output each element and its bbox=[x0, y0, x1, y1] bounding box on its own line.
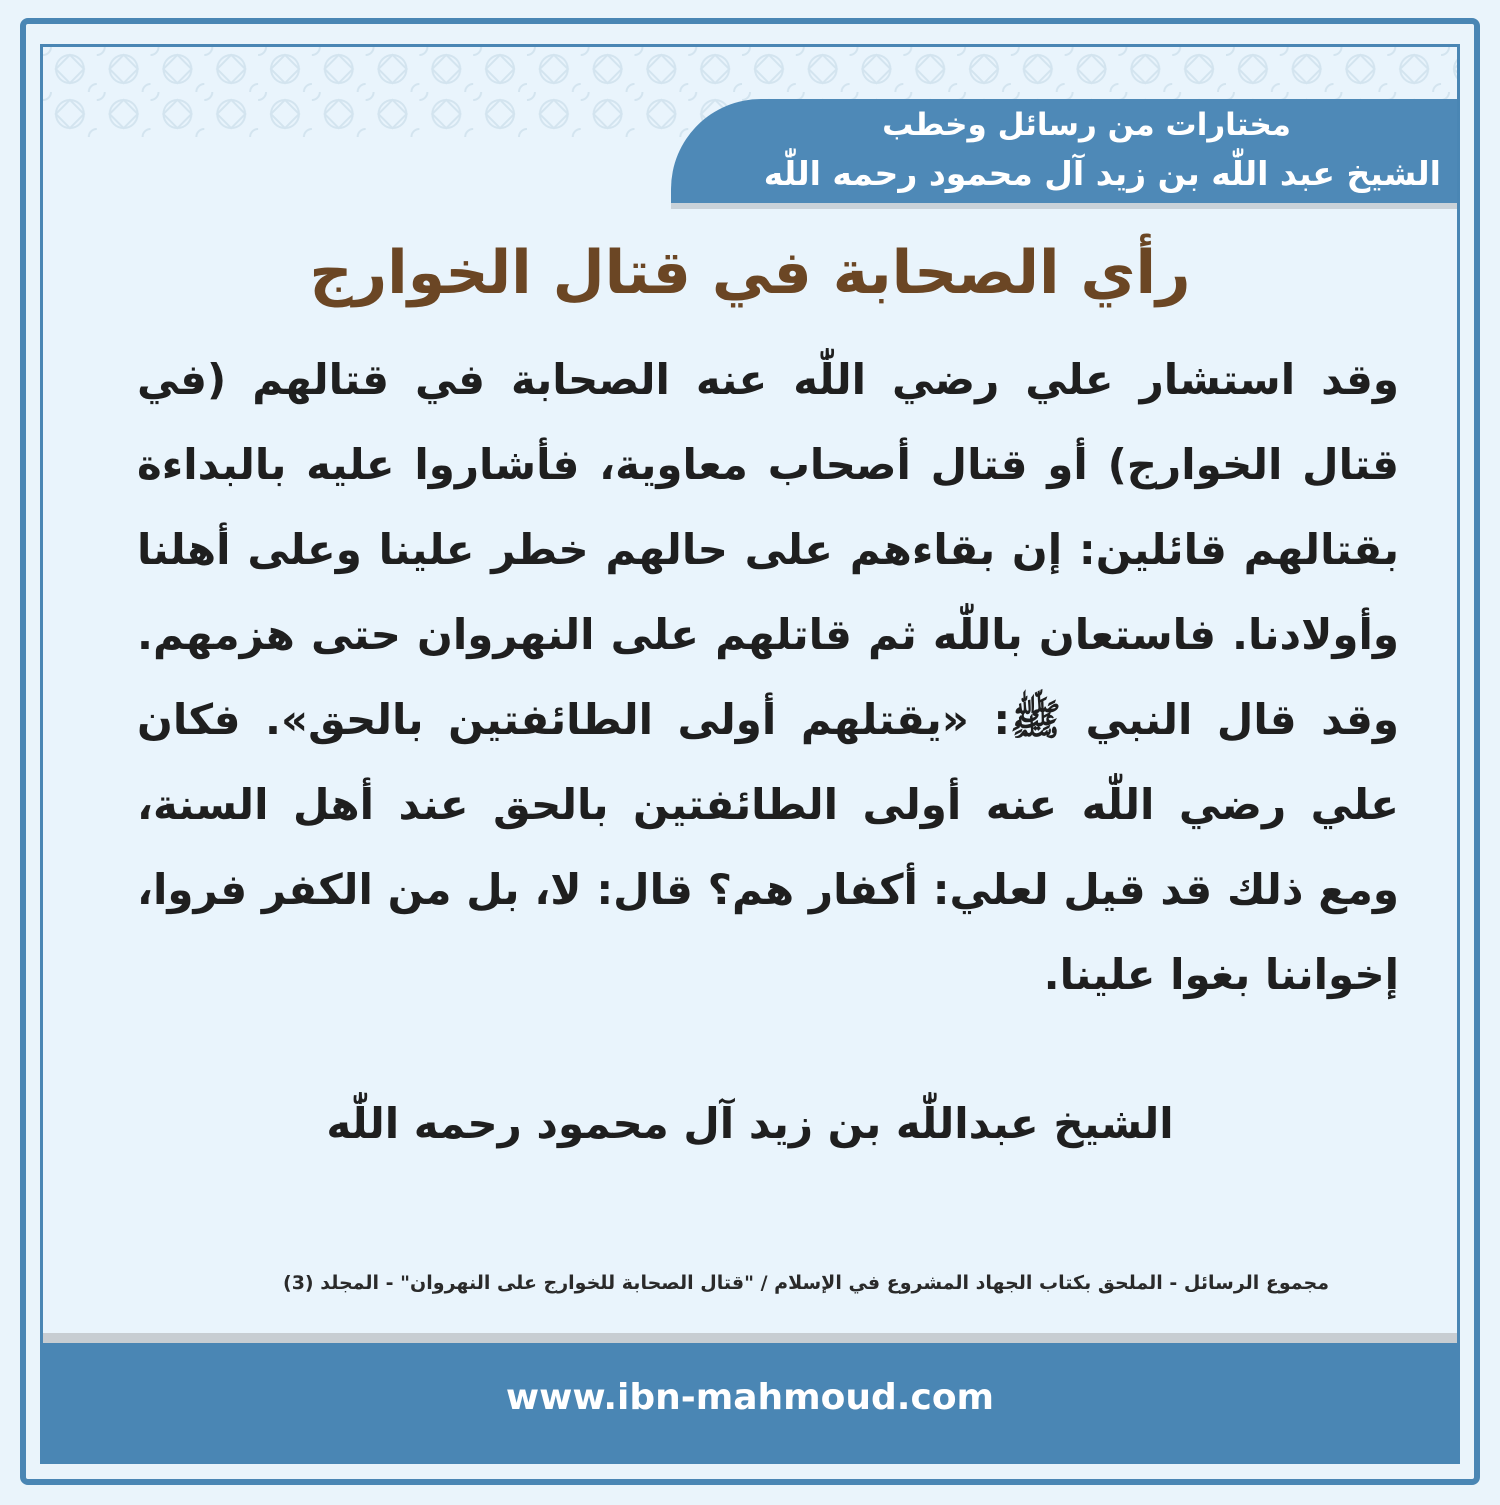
source-citation: مجموع الرسائل - الملحق بكتاب الجهاد المشروع في الإسلام / "قتال الصحابة للخوارج على النهروان" - المجلد (3) bbox=[283, 1272, 1329, 1294]
header-series-title: مختارات من رسائل وخطب bbox=[882, 107, 1291, 143]
body-text: وقد استشار علي رضي اللّٰه عنه الصحابة في قتالهم (في قتال الخوارج) أو قتال أصحاب معاوية، فأشاروا عليه بالبداءة بقتالهم قائلين: إن بقاءهم على حالهم خطر علينا وعلى أهلنا وأولادنا. فاستعان باللّٰه ثم قاتلهم على النهروان حتى هزمهم. وقد قال النبي ﷺ: «يقتلهم أولى الطائفتين بالحق». فكان علي رضي اللّٰه عنه أولى الطائفتين بالحق عند أهل السنة، ومع ذلك قد قيل لعلي: أكفار هم؟ قال: لا، بل من الكفر فروا، إخواننا بغوا علينا. bbox=[137, 355, 1399, 999]
page-title: رأي الصحابة في قتال الخوارج bbox=[309, 238, 1191, 308]
header-author: الشيخ عبد اللّٰه بن زيد آل محمود رحمه اللّٰه bbox=[763, 154, 1441, 193]
header-banner bbox=[671, 99, 1457, 203]
card bbox=[40, 44, 1460, 1464]
footer-bar bbox=[43, 1343, 1457, 1464]
footer-divider bbox=[43, 1333, 1457, 1343]
signature: الشيخ عبداللّٰه بن زيد آل محمود رحمه اللّٰه bbox=[326, 1099, 1174, 1148]
website-url: www.ibn-mahmoud.com bbox=[505, 1377, 995, 1418]
